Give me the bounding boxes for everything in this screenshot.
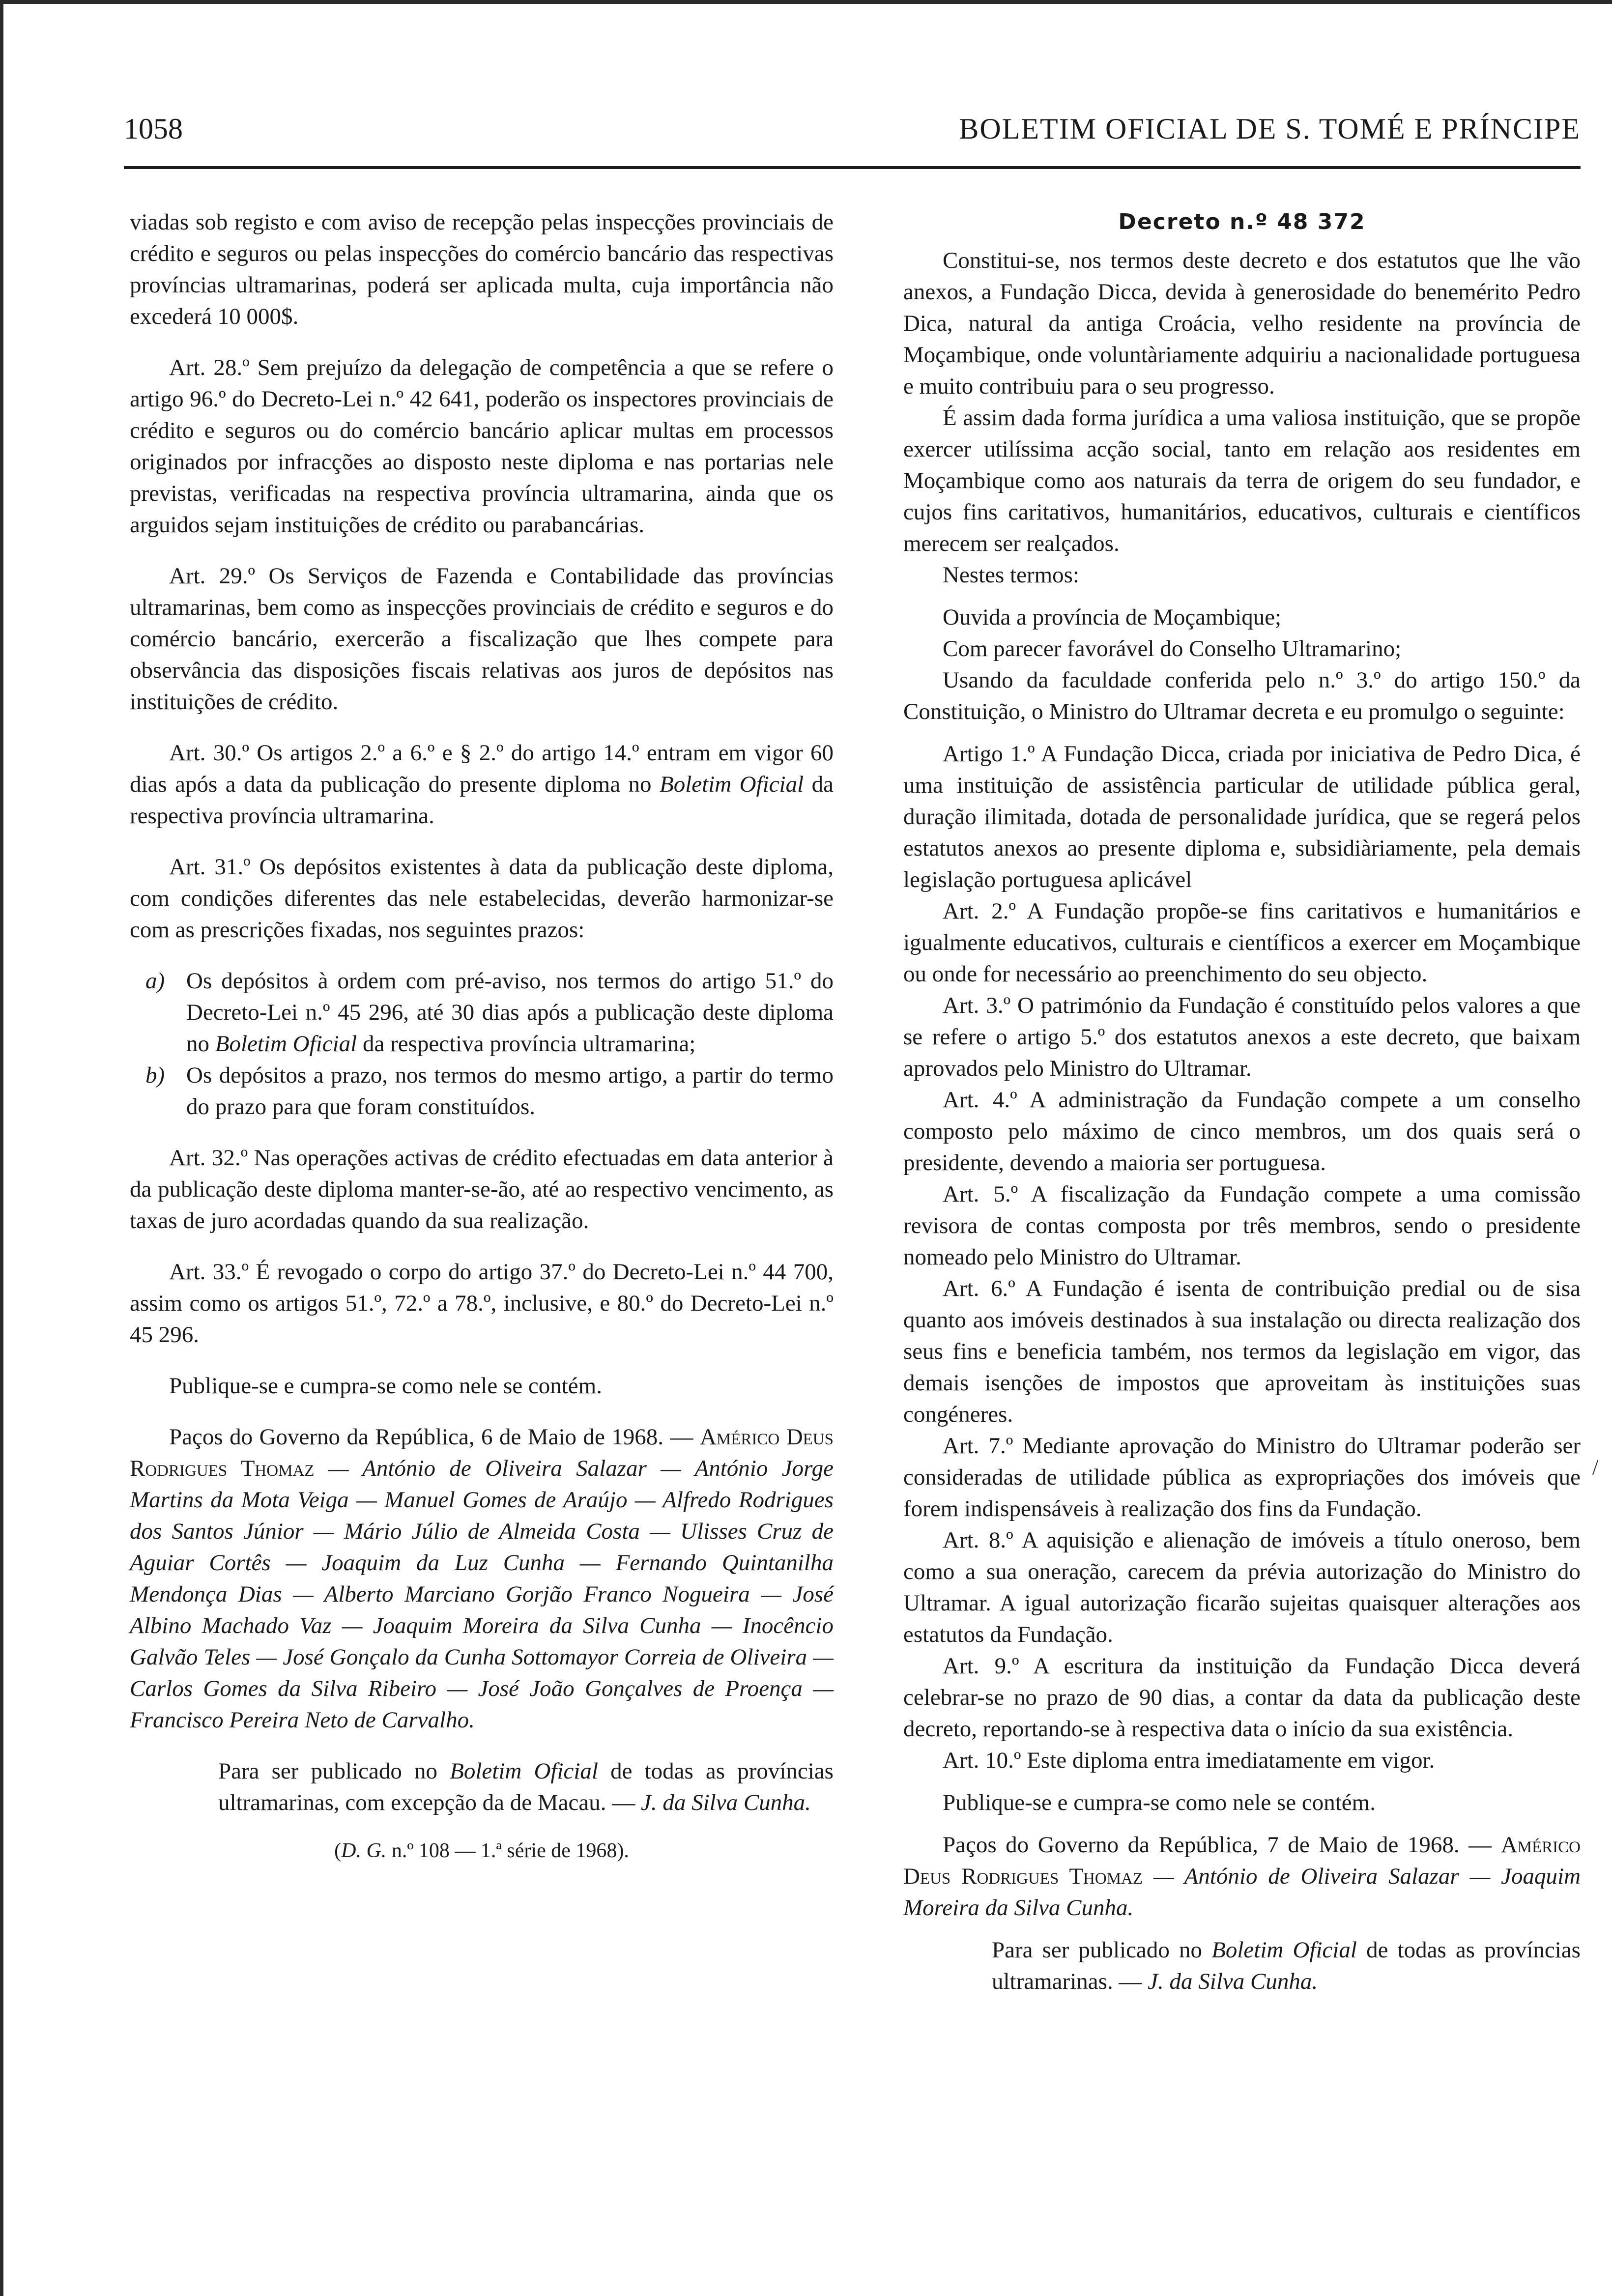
list-item-a: a) Os depósitos à ordem com pré-aviso, nos termos do artigo 51.º do Decreto-Lei n.º 45 296, até 30 dias após a publicação deste diploma no Boletim Oficial da respectiva província ultramarina;: [130, 965, 834, 1060]
margin-mark: /: [1592, 1455, 1599, 1479]
decree-article-3: Art. 3.º O património da Fundação é constituído pelos valores a que se refere o artigo 5.º dos estatutos anexos a este decreto, que baixam aprovados pelo Ministro do Ultramar.: [903, 993, 1581, 1081]
decree-article-6: Art. 6.º A Fundação é isenta de contribuição predial ou de sisa quanto aos imóveis destinados à sua instalação ou directa realização dos seus fins e beneficia também, nos termos da legislação em vigor, das demais isenções de impostos que aproveitam às instituições suas congéneres.: [903, 1276, 1581, 1427]
page-number: 1058: [124, 113, 183, 145]
decree-article-8: Art. 8.º A aquisição e alienação de imóveis a título oneroso, bem como a sua oneração, carecem da prévia autorização do Ministro do Ultramar. A igual autorização ficarão sujeitas quaisquer alterações aos estatutos da Fundação.: [903, 1527, 1581, 1647]
signatures-right: Paços do Governo da República, 7 de Maio de 1968. — Américo Deus Rodrigues Thomaz — António de Oliveira Salazar — Joaquim Moreira da Silva Cunha.: [903, 1832, 1581, 1921]
publication-title: BOLETIM OFICIAL DE S. TOMÉ E PRÍNCIPE: [959, 113, 1581, 145]
article-31: Art. 31.º Os depósitos existentes à data da publicação deste diploma, com condições diferentes das nele estabelecidas, deverão harmonizar-se com as prescrições fixadas, nos seguintes prazos:: [130, 854, 834, 943]
nestes-termos: Nestes termos:: [943, 562, 1080, 588]
article-28: Art. 28.º Sem prejuízo da delegação de competência a que se refere o artigo 96.º do Decreto-Lei n.º 42 641, poderão os inspectores provinciais de crédito e seguros ou do comércio bancário aplicar multas em processos originados por infracções ao disposto neste diploma e nas portarias nele previstas, verificadas na respectiva província ultramarina, ainda que os arguidos sejam instituições de crédito ou parabancárias.: [130, 355, 834, 538]
decree-article-10: Art. 10.º Este diploma entra imediatamente em vigor.: [943, 1748, 1435, 1773]
preamble-2: É assim dada forma jurídica a uma valiosa instituição, que se propõe exercer utilíssima acção social, tanto em relação aos residentes em Moçambique como aos naturais da terra de origem do seu fundador, e cujos fins caritativos, humanitários, educativos, culturais e científicos merecem ser realçados.: [903, 405, 1581, 556]
left-column: [130, 206, 834, 1866]
publique-right: Publique-se e cumpra-se como nele se contém.: [943, 1790, 1376, 1815]
right-column: [903, 206, 1581, 1997]
decree-article-4: Art. 4.º A administração da Fundação compete a um conselho composto pelo máximo de cinco membros, um dos quais será o presidente, devendo a maioria ser portuguesa.: [903, 1087, 1581, 1176]
publique-left: Publique-se e cumpra-se como nele se contém.: [169, 1373, 602, 1399]
publication-note-right: Para ser publicado no Boletim Oficial de todas as províncias ultramarinas. — J. da Silva Cunha.: [992, 1937, 1581, 1994]
decree-article-7: Art. 7.º Mediante aprovação do Ministro do Ultramar poderão ser consideradas de utilidade pública as expropriações dos imóveis que forem indispensáveis à realização dos fins da Fundação.: [903, 1433, 1581, 1521]
decree-article-5: Art. 5.º A fiscalização da Fundação compete a uma comissão revisora de contas composta por três membros, sendo o presidente nomeado pelo Ministro do Ultramar.: [903, 1181, 1581, 1270]
list-marker-a: a): [145, 968, 165, 994]
decree-article-2: Art. 2.º A Fundação propõe-se fins caritativos e humanitários e igualmente educativos, culturais e científicos a exercer em Moçambique ou onde for necessário ao preenchimento do seu objecto.: [903, 898, 1581, 987]
article-29: Art. 29.º Os Serviços de Fazenda e Contabilidade das províncias ultramarinas, bem como as inspecções provinciais de crédito e seguros e do comércio bancário, exercerão a fiscalização que lhes compete para observância das disposições fiscais relativas aos juros de depósitos nas instituições de crédito.: [130, 563, 834, 715]
decree-article-1: Artigo 1.º A Fundação Dicca, criada por iniciativa de Pedro Dica, é uma instituição de assistência particular de utilidade pública geral, duração ilimitada, dotada de personalidade jurídica, que se regerá pelos estatutos anexos ao presente diploma e, subsidiàriamente, pela demais legislação portuguesa aplicável: [903, 741, 1581, 892]
intro-paragraph: viadas sob registo e com aviso de recepção pelas inspecções provinciais de crédito e seguros ou pelas inspecções do comércio bancário das respectivas províncias ultramarinas, poderá ser aplicada multa, cuja importância não excederá 10 000$.: [130, 209, 834, 329]
usando: Usando da faculdade conferida pelo n.º 3.º do artigo 150.º da Constituição, o Ministro do Ultramar decreta e eu promulgo o seguinte:: [903, 667, 1581, 724]
publication-note-left: Para ser publicado no Boletim Oficial de todas as províncias ultramarinas, com excepção da de Macau. — J. da Silva Cunha.: [218, 1758, 834, 1815]
president-name-right: Américo Deus Rodrigues Thomaz: [903, 1832, 1581, 1889]
president-name-left: Américo Deus Rodrigues Thomaz: [130, 1424, 834, 1481]
scan-border-left: [0, 0, 3, 2296]
page-header: [124, 112, 1581, 161]
article-30: Art. 30.º Os artigos 2.º a 6.º e § 2.º do artigo 14.º entram em vigor 60 dias após a data da publicação do presente diploma no Boletim Oficial da respectiva província ultramarina.: [130, 740, 834, 829]
decree-title: Decreto n.º 48 372: [1118, 209, 1366, 234]
ouvida: Ouvida a província de Moçambique;: [943, 604, 1282, 630]
diario-reference: (D. G. n.º 108 — 1.ª série de 1968).: [334, 1839, 629, 1862]
preamble-1: Constitui-se, nos termos deste decreto e dos estatutos que lhe vão anexos, a Fundação Dicca, devida à generosidade do benemérito Pedro Dica, natural da antiga Croácia, velho residente na província de Moçambique, onde voluntàriamente adquiriu a nacionalidade portuguesa e muito contribuiu para o seu progresso.: [903, 248, 1581, 399]
header-rule: [124, 166, 1581, 169]
list-item-b: b) Os depósitos a prazo, nos termos do mesmo artigo, a partir do termo do prazo para que foram constituídos.: [130, 1060, 834, 1122]
signatures-left: Paços do Governo da República, 6 de Maio de 1968. — Américo Deus Rodrigues Thomaz — António de Oliveira Salazar — António Jorge Martins da Mota Veiga — Manuel Gomes de Araújo — Alfredo Rodrigues dos Santos Júnior — Mário Júlio de Almeida Costa — Ulisses Cruz de Aguiar Cortês — Joaquim da Luz Cunha — Fernando Quintanilha Mendonça Dias — Alberto Marciano Gorjão Franco Nogueira — José Albino Machado Vaz — Joaquim Moreira da Silva Cunha — Inocêncio Galvão Teles — José Gonçalo da Cunha Sottomayor Correia de Oliveira — Carlos Gomes da Silva Ribeiro — José João Gonçalves de Proença — Francisco Pereira Neto de Carvalho.: [130, 1424, 834, 1733]
article-32: Art. 32.º Nas operações activas de crédito efectuadas em data anterior à da publicação deste diploma manter-se-ão, até ao respectivo vencimento, as taxas de juro acordadas quando da sua realização.: [130, 1145, 834, 1234]
decree-article-9: Art. 9.º A escritura da instituição da Fundação Dicca deverá celebrar-se no prazo de 90 dias, a contar da data da publicação deste decreto, reportando-se à respectiva data o início da sua existência.: [903, 1653, 1581, 1742]
parecer: Com parecer favorável do Conselho Ultramarino;: [943, 636, 1402, 661]
list-marker-b: b): [145, 1062, 165, 1088]
scan-border-top: [0, 0, 1612, 4]
article-31-list: [130, 965, 834, 1122]
article-33: Art. 33.º É revogado o corpo do artigo 37.º do Decreto-Lei n.º 44 700, assim como os artigos 51.º, 72.º a 78.º, inclusive, e 80.º do Decreto-Lei n.º 45 296.: [130, 1259, 834, 1348]
